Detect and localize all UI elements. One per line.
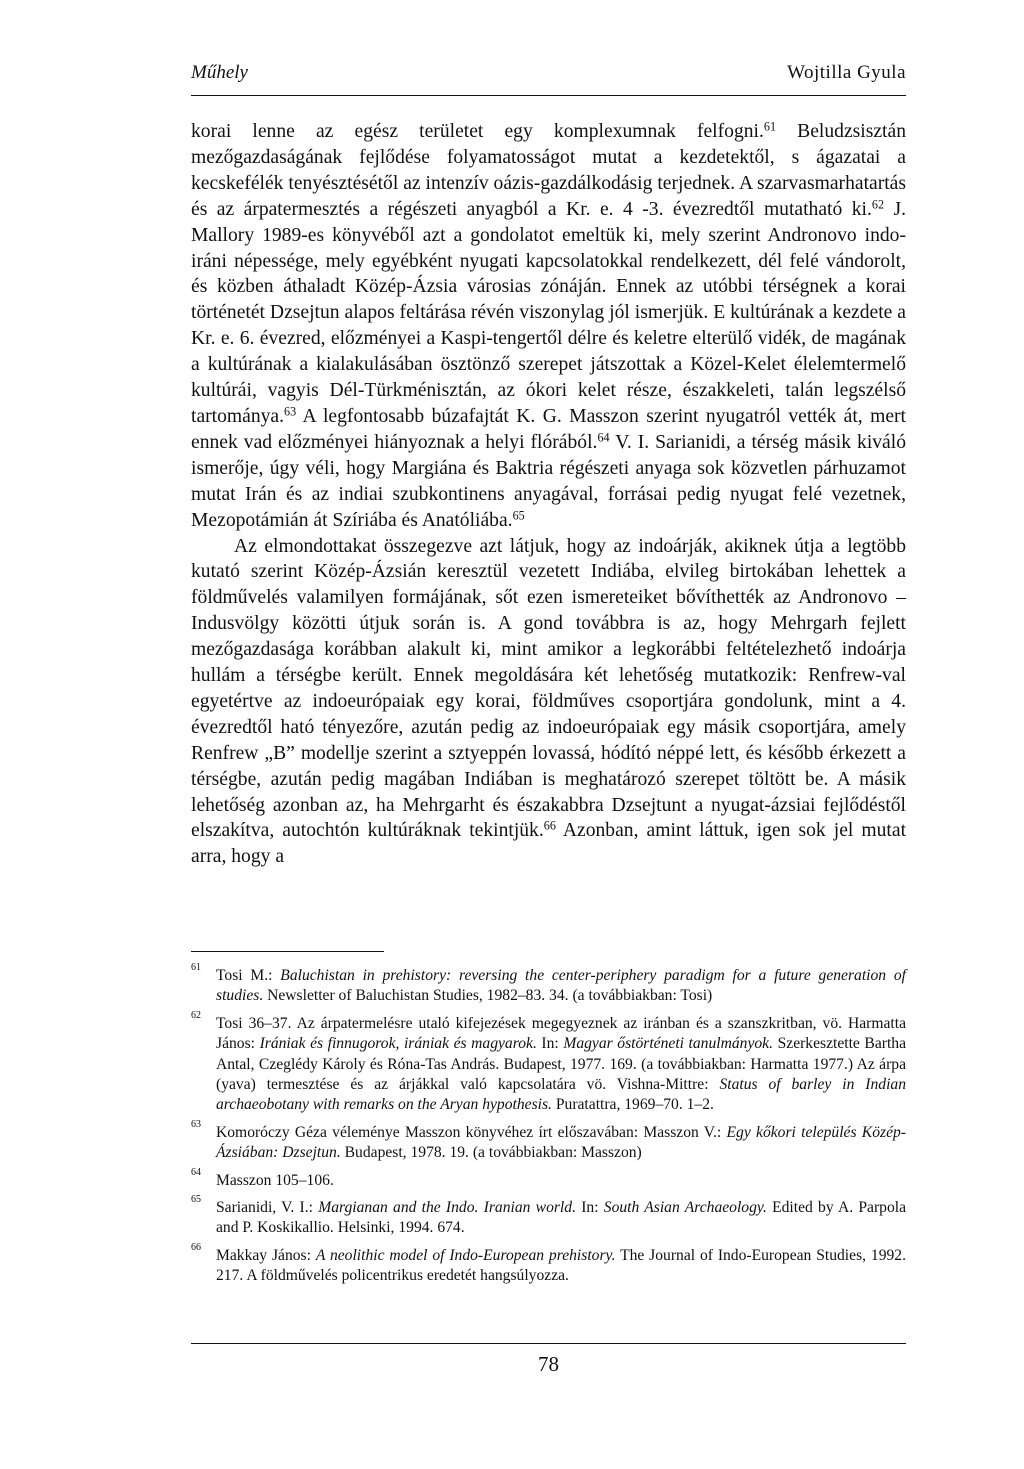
footnote-item bbox=[191, 1009, 906, 1116]
footnote-number: 61 bbox=[191, 962, 201, 973]
body-paragraph-1 bbox=[191, 119, 906, 534]
footnote-item bbox=[191, 962, 907, 1007]
footnote-reference: 61 bbox=[763, 119, 777, 134]
text-run: Sarianidi, V. I.: bbox=[216, 1199, 319, 1217]
footnote-item bbox=[191, 1194, 907, 1239]
footnote-reference: 63 bbox=[284, 404, 297, 419]
italic-title: Egy kőkori település Közép-Ázsiában: Dzsejtun. bbox=[216, 1123, 906, 1162]
text-run: Edited by A. Parpola and P. Koskikallio. Helsinki, 1994. 674. bbox=[216, 1199, 907, 1237]
footnote-text bbox=[216, 1172, 334, 1189]
text-run: Tosi M.: bbox=[216, 967, 281, 984]
text-run: korai lenne az egész területet egy komplexumnak felfogni. bbox=[191, 121, 764, 142]
italic-title: Status of barley in Indian archaeobotany with remarks on the Aryan hypothesis. bbox=[216, 1076, 906, 1114]
text-run: Masszon 105–106. bbox=[216, 1171, 334, 1189]
italic-title: A neolithic model of Indo-European prehistory. bbox=[315, 1246, 616, 1264]
text-run: Szerkesztette Bartha Antal, Czeglédy Károly és Róna-Tas András. Budapest, 1977. 169. (a továbbiakban: Harmatta 1977.) Az árpa (yava) termesztése és az árjákkal való kapcsolatára vö. Vishna-Mittre: bbox=[216, 1035, 906, 1094]
footnote-item bbox=[191, 1118, 906, 1164]
footnote-number: 66 bbox=[191, 1241, 201, 1253]
text-run: Az elmondottakat összegezve azt látjuk, hogy az indoárják, akiknek útja a legtöbb kutató szerint Közép-Ázsián keresztül vezetett Indiába, elvileg birtokában lehettek a földművelés valamilyen formájának, sőt ezen ismereteiket bővíthették az Andronovo – Indusvölgy közötti útjuk során is. A gond továbbra is az, hogy Mehrgarh fejlett mezőgazdasága korábban alakult ki, mint amikor a legkorábbi feltételezhető indoárja hullám a térségbe került. Ennek megoldására két lehetőség mutatkozik: Renfrew-val egyetértve az indoeurópaiak egy korai, földműves csoportjára gondolunk, mint a 4. évezredtől ható tényezőre, azután pedig az indoeurópaiak egy másik csoportjára, amely Renfrew „B” modellje szerint a sztyeppén lovassá, hódító néppé lett, és később érkezett a térségbe, azután pedig magában Indiában is meghatározó szerepet töltött be. A másik lehetőség azonban az, ha Mehrgarht és északabbra Dzsejtunt a nyugat-ázsiai fejlődéstől elszakítva, autochtón kultúráknak tekintjük. bbox=[191, 535, 906, 842]
footnote-number: 64 bbox=[191, 1166, 201, 1178]
text-run: J. Mallory 1989-es könyvéből azt a gondolatot emeltük ki, mely szerint Andronovo indo-iráni népessége, mely egyébként nyugati kapcsolatokkal rendelkezett, dél felé vándorolt, és közben áthaladt Közép-Ázsia városias zónáján. Ennek az utóbbi térségnek a korai történetét Dzsejtun alapos feltárása révén viszonylag jól ismerjük. E kultúrának a kezdete a Kr. e. 6. évezred, előzményei a Kaspi-tengertől délre és keletre elterülő vidék, de magának a kultúrának a kialakulásában ösztönző szerepet játszottak a Közel-Kelet élelemtermelő kultúrái, vagyis Dél-Türkménisztán, az ókori kelet része, északkeleti, talán legszélső tartománya. bbox=[191, 198, 906, 427]
footnote-reference: 65 bbox=[512, 507, 525, 522]
italic-title: South Asian Archaeology. bbox=[603, 1199, 767, 1217]
text-run: V. I. Sarianidi, a térség másik kiváló ismerője, úgy véli, hogy Margiána és Baktria régészeti anyaga sok közvetlen párhuzamot mutat Irán és az indiai szubkontinens anyagával, forrásai pedig nyugat felé vezetnek, Mezopotámián át Szíriába és Anatóliába. bbox=[191, 431, 906, 531]
text-run: The Journal of Indo-European Studies, 1992. 217. A földművelés policentrikus eredetét hangsúlyozza. bbox=[216, 1246, 906, 1285]
text-run: Budapest, 1978. 19. (a továbbiakban: Masszon) bbox=[340, 1144, 642, 1162]
text-run: Puratattra, 1969–70. 1–2. bbox=[551, 1096, 714, 1114]
footnote-number: 62 bbox=[191, 1009, 201, 1021]
italic-title: Magyar őstörténeti tanulmányok. bbox=[563, 1035, 774, 1053]
footnote-text bbox=[216, 1015, 906, 1114]
footnote-text bbox=[216, 1199, 906, 1236]
header-section-title: Műhely bbox=[191, 62, 248, 83]
footnote-text bbox=[216, 1247, 906, 1284]
text-run: In: bbox=[536, 1035, 564, 1053]
footnotes bbox=[191, 962, 907, 1294]
footnote-reference: 66 bbox=[543, 818, 556, 833]
footnote-item bbox=[191, 1166, 906, 1191]
footnote-reference: 62 bbox=[871, 197, 885, 212]
italic-title: Irániak és finnugorok, irániak és magyarok. bbox=[259, 1035, 537, 1053]
italic-title: Baluchistan in prehistory: reversing the center-periphery paradigm for a future generation of studies. bbox=[216, 967, 907, 1005]
body-paragraph-2 bbox=[191, 534, 906, 871]
footnote-number: 63 bbox=[191, 1118, 201, 1130]
header-rule bbox=[191, 95, 906, 96]
footnote-item bbox=[191, 1241, 906, 1287]
running-header bbox=[191, 62, 906, 84]
text-run: Beludzsisztán mezőgazdaságának fejlődése folyamatosságot mutat a kezdetektől, s ágazatai a kecskefélék tenyésztésétől az intenzív oázis-gazdálkodásig terjednek. A szarvasmarhatartás és az árpatermesztés a régészeti anyagból a Kr. e. 4 -3. évezredtől mutatható ki. bbox=[191, 121, 906, 220]
text-run: A legfontosabb búzafajtát K. G. Masszon szerint nyugatról vették át, mert ennek vad előzményei hiányoznak a helyi flórából. bbox=[191, 405, 906, 453]
text-run: Makkay János: bbox=[216, 1246, 316, 1264]
footnote-number: 65 bbox=[191, 1194, 201, 1206]
text-run: Azonban, amint láttuk, igen sok jel mutat arra, hogy a bbox=[191, 820, 907, 868]
footnote-text bbox=[216, 967, 906, 1004]
text-run: In: bbox=[575, 1199, 604, 1217]
page-number: 78 bbox=[538, 1352, 559, 1376]
footnote-reference: 64 bbox=[597, 430, 610, 445]
footer-rule bbox=[191, 1343, 906, 1344]
footnote-text bbox=[216, 1124, 906, 1161]
text-run: Newsletter of Baluchistan Studies, 1982–83. 34. (a továbbiakban: Tosi) bbox=[263, 987, 713, 1005]
body-text bbox=[191, 119, 906, 870]
text-run: Tosi 36–37. Az árpatermelésre utaló kifejezések megegyeznek az iránban és a szanszkritban, vö. Harmatta János: bbox=[216, 1014, 906, 1053]
text-run: Komoróczy Géza véleménye Masszon könyvéhez írt előszavában: Masszon V.: bbox=[216, 1123, 727, 1141]
italic-title: Margianan and the Indo. Iranian world. bbox=[318, 1199, 576, 1217]
header-author: Wojtilla Gyula bbox=[787, 62, 906, 83]
footnote-separator bbox=[191, 951, 384, 952]
